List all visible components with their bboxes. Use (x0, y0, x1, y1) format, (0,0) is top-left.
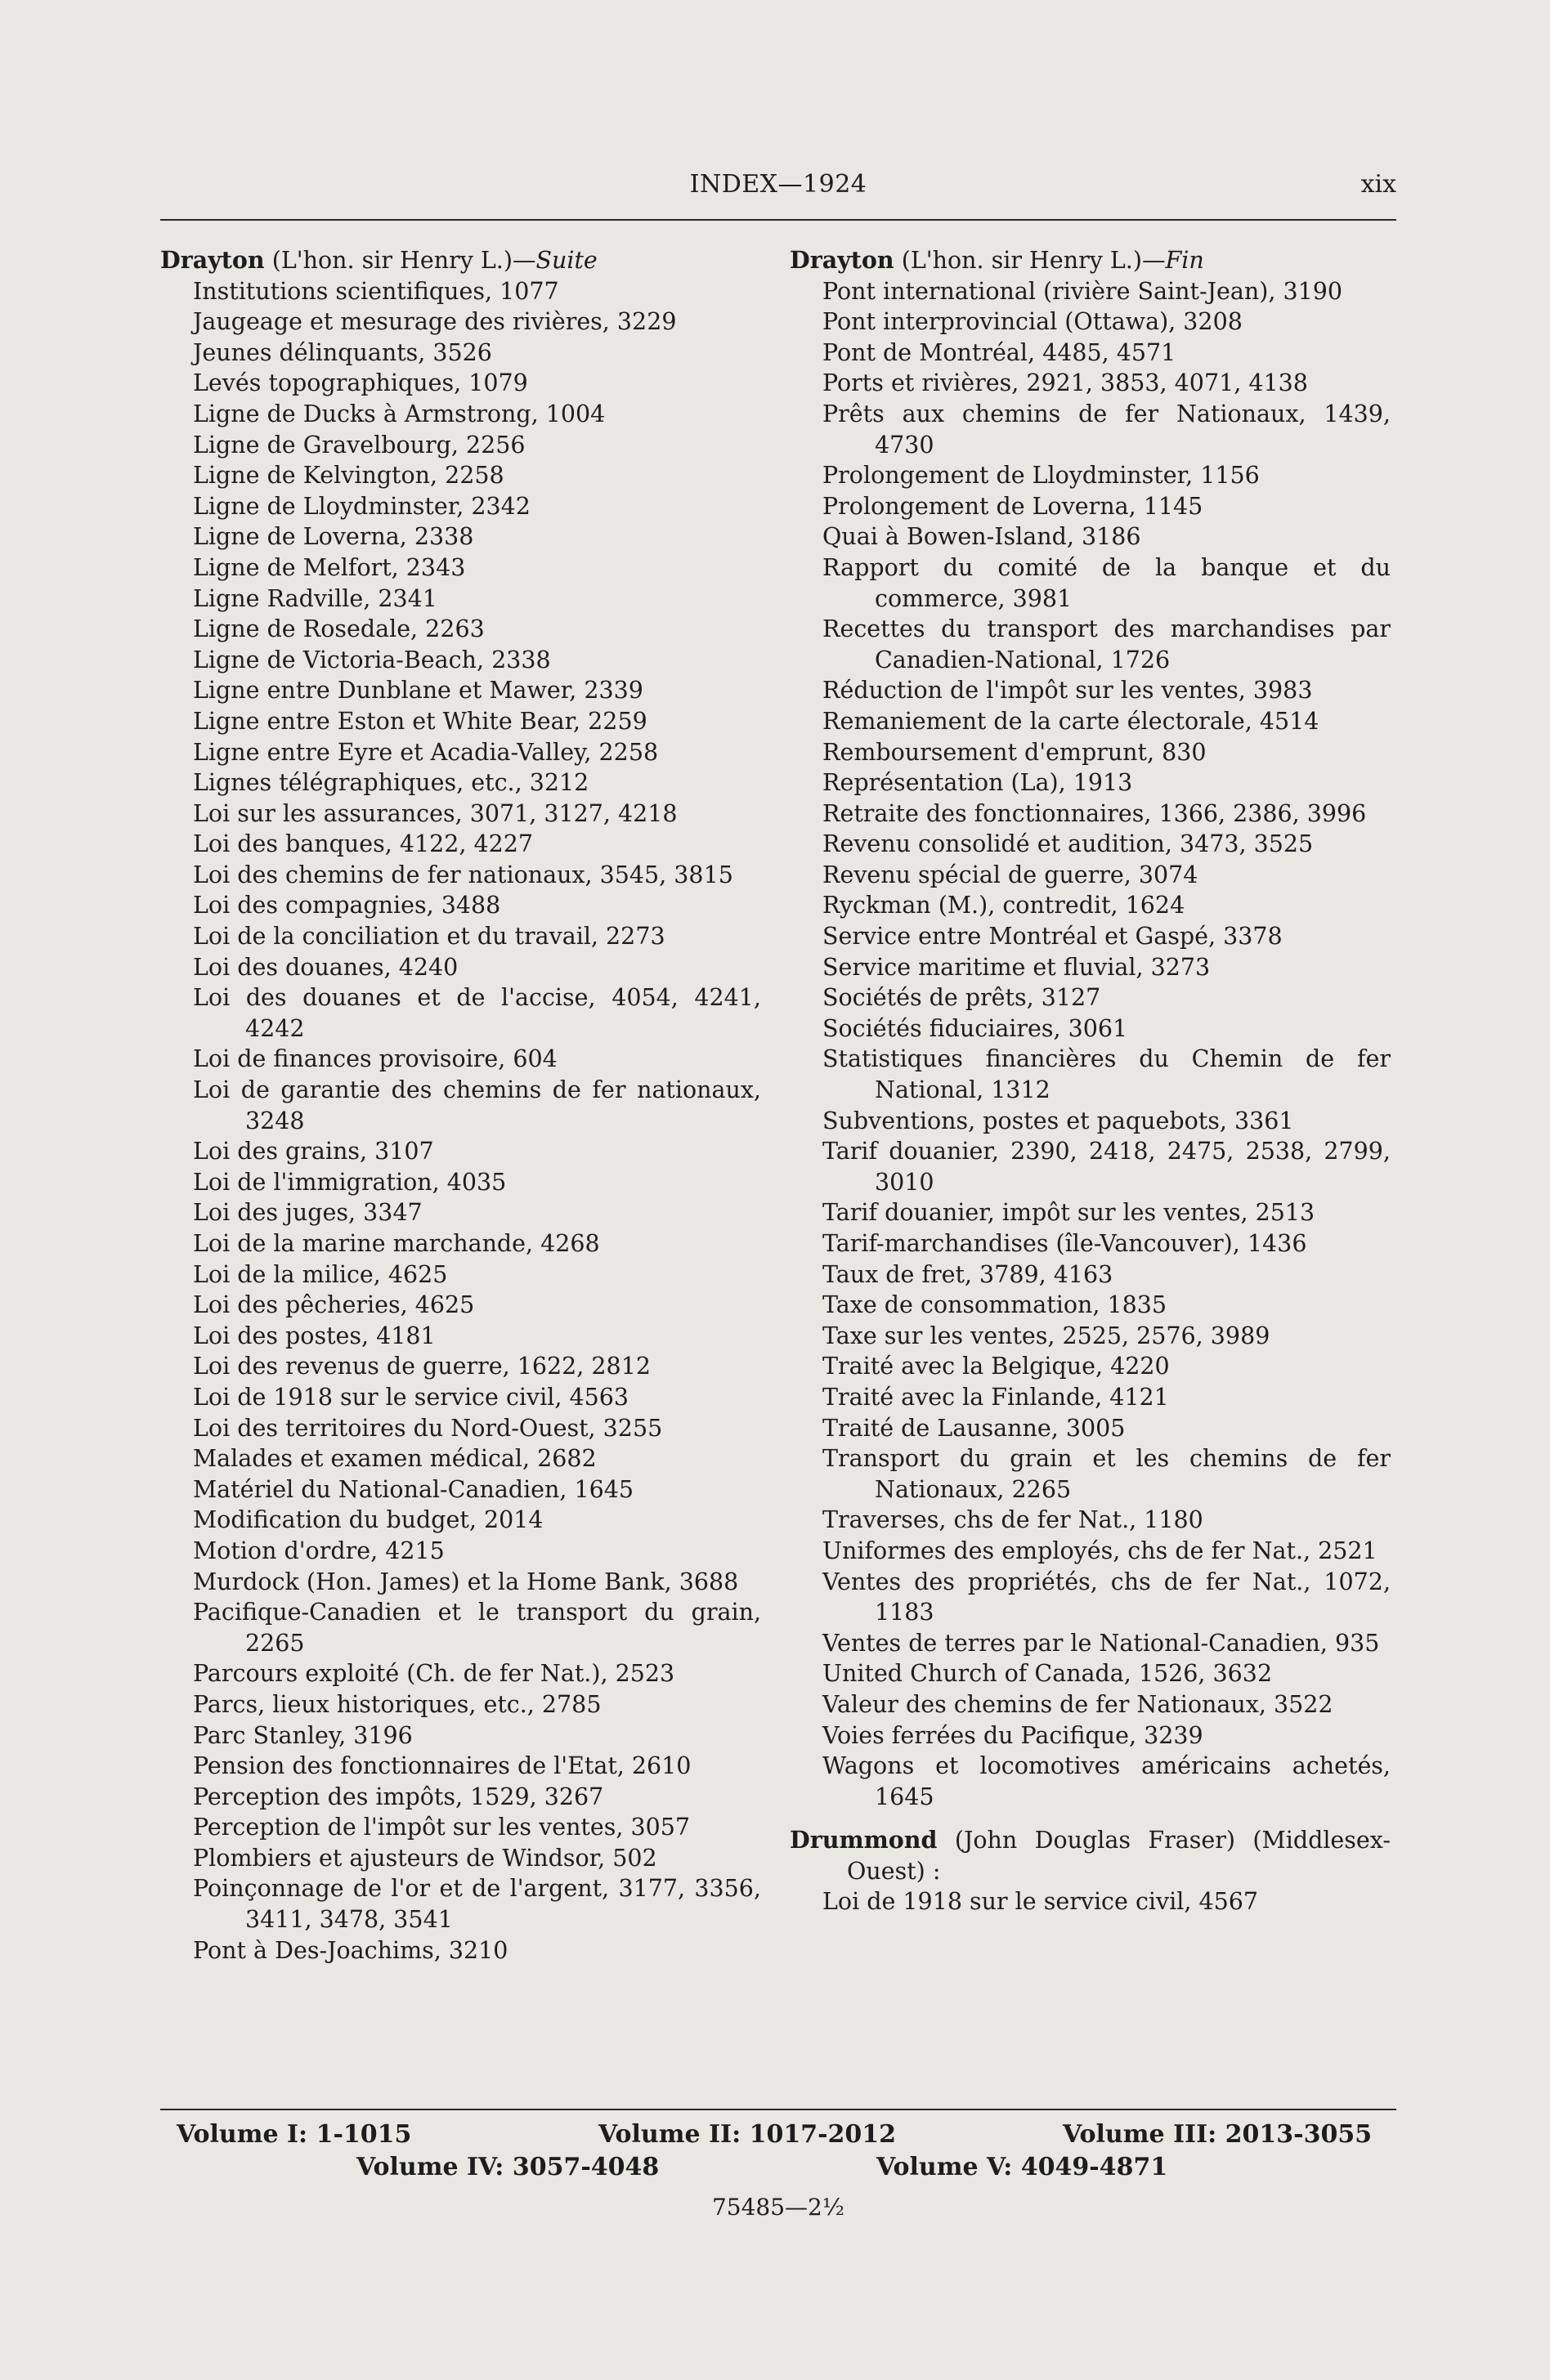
index-entry: Loi de l'immigration, 4035 (193, 1168, 507, 1196)
index-entry: Recettes du transport des marchandises par Canadien-National, 1726 (822, 615, 1391, 673)
right-entry-list-2 (790, 1886, 1391, 1917)
index-entry: Loi des douanes, 4240 (193, 953, 459, 981)
index-entry: Loi des juges, 3347 (193, 1199, 423, 1227)
index-entry: Sociétés fiduciaires, 3061 (822, 1014, 1128, 1042)
index-entry: Tarif douanier, 2390, 2418, 2475, 2538, 2799, 3010 (822, 1138, 1391, 1196)
index-entry: Prolongement de Loverna, 1145 (822, 492, 1203, 520)
index-entry: Traité de Lausanne, 3005 (822, 1414, 1126, 1442)
index-entry: Prêts aux chemins de fer Nationaux, 1439, 4730 (822, 400, 1391, 459)
index-entry: Loi des territoires du Nord-Ouest, 3255 (193, 1414, 663, 1442)
index-entry: Loi des grains, 3107 (193, 1138, 434, 1165)
index-entry: Traité avec la Finlande, 4121 (822, 1383, 1169, 1411)
index-entry: Ventes des propriétés, chs de fer Nat., 1072, 1183 (822, 1568, 1391, 1626)
index-entry: Représentation (La), 1913 (822, 769, 1133, 797)
index-entry: Remboursement d'emprunt, 830 (822, 738, 1207, 766)
heading-name: Drayton (160, 246, 265, 274)
index-entry: Ligne de Melfort, 2343 (193, 553, 466, 581)
running-title: INDEX—1924 (689, 170, 867, 199)
index-entry: Ligne entre Eyre et Acadia-Valley, 2258 (193, 738, 659, 766)
index-entry: Lignes télégraphiques, etc., 3212 (193, 769, 589, 797)
index-entry: Malades et examen médical, 2682 (193, 1445, 597, 1473)
index-entry: Ligne de Victoria-Beach, 2338 (193, 646, 551, 673)
index-entry: Loi de la milice, 4625 (193, 1260, 448, 1288)
index-entry: Taux de fret, 3789, 4163 (822, 1260, 1113, 1288)
index-entry: Parc Stanley, 3196 (193, 1721, 413, 1749)
volume-2-range: Volume II: 1017-2012 (598, 2120, 897, 2149)
index-entry: Ryckman (M.), contredit, 1624 (822, 892, 1185, 919)
heading-suffix: Fin (1165, 247, 1204, 274)
index-entry: Pont à Des-Joachims, 3210 (193, 1936, 508, 1964)
right-column (790, 245, 1391, 1917)
page-header (160, 170, 1396, 209)
heading-rest: (John Douglas Fraser) (Middlesex-Ouest) : (847, 1827, 1391, 1885)
index-entry: Retraite des fonctionnaires, 1366, 2386, 3996 (822, 799, 1367, 827)
heading-rest: (L'hon. sir Henry L.)— (894, 247, 1166, 274)
index-entry: Ligne de Lloydminster, 2342 (193, 492, 531, 520)
index-entry: Institutions scientifiques, 1077 (193, 277, 559, 305)
index-entry: Loi de 1918 sur le service civil, 4563 (193, 1383, 629, 1411)
index-entry: Pension des fonctionnaires de l'Etat, 2610 (193, 1752, 692, 1780)
index-entry: Voies ferrées du Pacifique, 3239 (822, 1721, 1203, 1749)
index-entry: Sociétés de prêts, 3127 (822, 984, 1101, 1012)
index-entry: Wagons et locomotives américains achetés, 1645 (822, 1752, 1391, 1810)
volume-line-1 (160, 2120, 1396, 2153)
index-entry: Loi de la conciliation et du travail, 2273 (193, 923, 665, 951)
left-column (160, 245, 761, 1966)
index-entry: Ligne entre Dunblane et Mawer, 2339 (193, 677, 643, 705)
index-entry: Service maritime et fluvial, 3273 (822, 953, 1211, 981)
heading-name: Drayton (790, 246, 894, 274)
right-entry-list (790, 276, 1391, 1813)
index-entry: Loi des banques, 4122, 4227 (193, 830, 534, 858)
index-entry: Tarif-marchandises (île-Vancouver), 1436 (822, 1230, 1307, 1257)
index-entry: Loi des chemins de fer nationaux, 3545, 3815 (193, 861, 733, 888)
index-entry: Revenu consolidé et audition, 3473, 3525 (822, 830, 1314, 858)
volume-3-range: Volume III: 2013-3055 (1063, 2120, 1373, 2149)
index-entry: Quai à Bowen-Island, 3186 (822, 523, 1141, 551)
index-entry: Parcs, lieux historiques, etc., 2785 (193, 1690, 602, 1718)
index-entry: Ligne de Rosedale, 2263 (193, 615, 485, 643)
heading-rest: (L'hon. sir Henry L.)— (264, 247, 536, 274)
index-entry: Ligne de Loverna, 2338 (193, 523, 474, 551)
index-entry: Loi des pêcheries, 4625 (193, 1291, 475, 1319)
index-entry: Tarif douanier, impôt sur les ventes, 2513 (822, 1199, 1315, 1227)
index-entry: Prolongement de Lloydminster, 1156 (822, 462, 1260, 490)
index-entry: Traité avec la Belgique, 4220 (822, 1353, 1170, 1380)
index-entry: Ligne de Ducks à Armstrong, 1004 (193, 400, 606, 427)
index-entry: Motion d'ordre, 4215 (193, 1537, 445, 1564)
index-entry: Ligne Radville, 2341 (193, 584, 437, 612)
index-entry: Perception des impôts, 1529, 3267 (193, 1783, 604, 1810)
index-entry: Valeur des chemins de fer Nationaux, 3522 (822, 1690, 1333, 1718)
index-entry: Pont interprovincial (Ottawa), 3208 (822, 308, 1243, 336)
index-entry: Loi des revenus de guerre, 1622, 2812 (193, 1353, 651, 1380)
index-entry: Ports et rivières, 2921, 3853, 4071, 4138 (822, 369, 1308, 397)
index-entry: Uniformes des employés, chs de fer Nat., 2521 (822, 1537, 1378, 1564)
print-code: 75485—2½ (711, 2194, 845, 2221)
index-entry: Taxe sur les ventes, 2525, 2576, 3989 (822, 1322, 1270, 1349)
index-entry: Rapport du comité de la banque et du commerce, 3981 (822, 553, 1391, 612)
left-entry-list (160, 276, 761, 1966)
index-heading-drummond (790, 1825, 1391, 1886)
index-entry: Service entre Montréal et Gaspé, 3378 (822, 923, 1283, 951)
index-entry: Loi sur les assurances, 3071, 3127, 4218 (193, 799, 678, 827)
index-entry: Loi de 1918 sur le service civil, 4567 (822, 1888, 1258, 1916)
index-heading-drayton-fin (790, 245, 1391, 276)
index-entry: Loi de garantie des chemins de fer nationaux, 3248 (193, 1076, 761, 1134)
volume-5-range: Volume V: 4049-4871 (876, 2153, 1168, 2181)
index-entry: Levés topographiques, 1079 (193, 369, 528, 397)
index-entry: Ligne de Kelvington, 2258 (193, 462, 504, 490)
footer-rule (160, 2109, 1396, 2110)
index-entry: Traverses, chs de fer Nat., 1180 (822, 1506, 1203, 1534)
volume-4-range: Volume IV: 3057-4048 (356, 2153, 660, 2181)
index-entry: Jeunes délinquants, 3526 (193, 338, 492, 366)
index-entry: Murdock (Hon. James) et la Home Bank, 3688 (193, 1568, 739, 1595)
index-entry: Transport du grain et les chemins de fer Nationaux, 2265 (822, 1445, 1391, 1503)
index-entry: Pont de Montréal, 4485, 4571 (822, 338, 1176, 366)
index-entry: Remaniement de la carte électorale, 4514 (822, 707, 1319, 735)
index-entry: Parcours exploité (Ch. de fer Nat.), 2523 (193, 1660, 675, 1688)
index-entry: Plombiers et ajusteurs de Windsor, 502 (193, 1844, 657, 1872)
index-entry: Loi des compagnies, 3488 (193, 892, 501, 919)
header-rule (160, 219, 1396, 221)
index-entry: Loi des postes, 4181 (193, 1322, 436, 1349)
index-entry: Perception de l'impôt sur les ventes, 3057 (193, 1814, 691, 1841)
index-entry: Loi de la marine marchande, 4268 (193, 1230, 600, 1257)
page-number: xix (1360, 170, 1396, 199)
index-entry: Pont international (rivière Saint-Jean), 3190 (822, 277, 1343, 305)
index-entry: United Church of Canada, 1526, 3632 (822, 1660, 1273, 1688)
volume-1-range: Volume I: 1-1015 (177, 2120, 412, 2149)
heading-suffix: Suite (535, 247, 598, 274)
index-entry: Matériel du National-Canadien, 1645 (193, 1475, 634, 1503)
index-entry: Réduction de l'impôt sur les ventes, 3983 (822, 677, 1313, 705)
index-entry: Subventions, postes et paquebots, 3361 (822, 1107, 1294, 1134)
index-entry: Pacifique-Canadien et le transport du grain, 2265 (193, 1599, 761, 1657)
index-entry: Jaugeage et mesurage des rivières, 3229 (193, 308, 677, 336)
index-entry: Taxe de consommation, 1835 (822, 1291, 1167, 1319)
index-entry: Ligne de Gravelbourg, 2256 (193, 431, 526, 459)
index-heading-drayton (160, 245, 761, 276)
index-entry: Ventes de terres par le National-Canadien, 935 (822, 1629, 1380, 1657)
index-entry: Revenu spécial de guerre, 3074 (822, 861, 1198, 888)
index-entry: Poinçonnage de l'or et de l'argent, 3177, 3356, 3411, 3478, 3541 (193, 1875, 761, 1934)
volume-line-2 (160, 2153, 1396, 2185)
index-entry: Statistiques financières du Chemin de fer National, 1312 (822, 1045, 1391, 1104)
index-entry: Loi de finances provisoire, 604 (193, 1045, 558, 1073)
index-entry: Ligne entre Eston et White Bear, 2259 (193, 707, 647, 735)
index-entry: Loi des douanes et de l'accise, 4054, 4241, 4242 (193, 984, 761, 1042)
heading-name: Drummond (790, 1826, 938, 1854)
index-entry: Modification du budget, 2014 (193, 1506, 544, 1534)
